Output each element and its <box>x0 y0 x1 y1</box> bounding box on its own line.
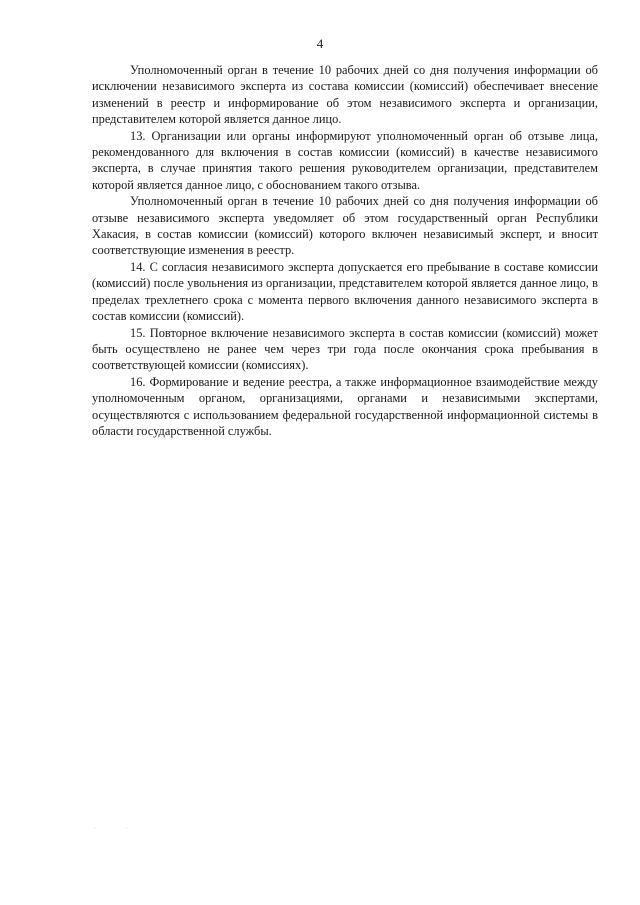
paragraph-registry-exclusion-notice: Уполномоченный орган в течение 10 рабочих дней со дня получения информации об исключении независимого эксперта из состава комиссии (комиссий) обеспечивает внесение изменений в реестр и информирование об этом независимого эксперта и организации, представителем которой является данное лицо. <box>92 63 598 127</box>
paragraph-16-registry-maintenance: 16. Формирование и ведение реестра, а также информационное взаимодействие между уполномоченным органом, организациями, органами и независимыми экспертами, осуществляются с использованием федеральной государственной информационной системы в области государственной службы. <box>92 374 598 438</box>
paragraph-withdrawal-notification: Уполномоченный орган в течение 10 рабочих дней со дня получения информации об отзыве независимого эксперта уведомляет об этом государственный орган Республики Хакасия, в состав комиссии (комиссий) которого включен независимый эксперт, и вносит соответствующие изменения в реестр. <box>92 194 598 258</box>
page-number: 4 <box>316 36 324 51</box>
document-body <box>92 62 598 439</box>
paragraph-15-reinclusion: 15. Повторное включение независимого эксперта в состав комиссии (комиссий) может быть осуществлено не ранее чем через три года после окончания срока пребывания в соответствующей комиссии (комиссиях). <box>92 325 598 373</box>
paragraph-14-after-dismissal: 14. С согласия независимого эксперта допускается его пребывание в составе комиссии (комиссий) после увольнения из организации, представителем которой является данное лицо, в пределах трехлетнего срока с момента первого включения данного независимого эксперта в состав комиссии (комиссий). <box>92 259 598 324</box>
paragraph-13-withdrawal: 13. Организации или органы информируют уполномоченный орган об отзыве лица, рекомендованного для включения в состав комиссии (комиссий) в качестве независимого эксперта, в случае принятия такого решения руководителем организации, представителем которой является данное лицо, с обоснованием такого отзыва. <box>92 128 598 192</box>
scan-specks: · · <box>94 826 142 832</box>
